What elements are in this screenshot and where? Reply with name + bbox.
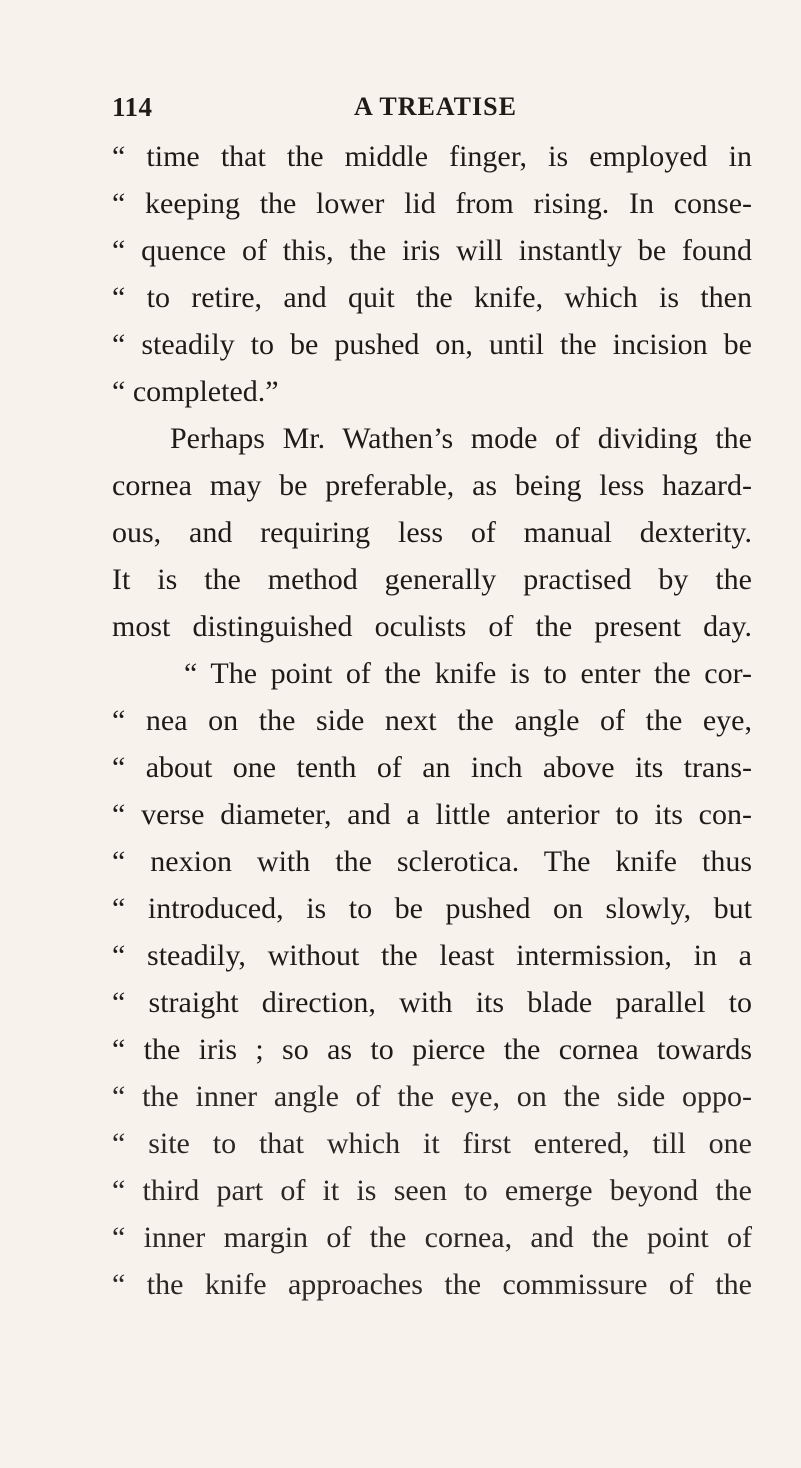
text-line: “ introduced, is to be pushed on slowly, but (112, 892, 752, 925)
text-line: most distinguished oculists of the present day. (112, 610, 752, 643)
text-line: “ nexion with the sclerotica. The knife thus (112, 845, 752, 878)
page-number: 114 (112, 92, 153, 122)
running-head: A TREATISE (354, 92, 517, 121)
text-line: “ steadily, without the least intermission, in a (112, 939, 752, 972)
text-line: “ straight direction, with its blade parallel to (112, 986, 752, 1019)
text-line: “ steadily to be pushed on, until the incision be (112, 328, 752, 361)
quote-start-line: “ The point of the knife is to enter the cor- (184, 657, 752, 690)
text-line: “ quence of this, the iris will instantly be found (112, 234, 752, 267)
text-line: “ the knife approaches the commissure of the (112, 1268, 752, 1301)
text-line: “ nea on the side next the angle of the eye, (112, 704, 752, 737)
text-line: “ time that the middle finger, is employed in (112, 140, 752, 173)
text-line: cornea may be preferable, as being less hazard- (112, 469, 752, 502)
paragraph-start-line: Perhaps Mr. Wathen’s mode of dividing the (170, 422, 752, 455)
body-text (112, 133, 752, 1308)
text-line: “ keeping the lower lid from rising. In conse- (112, 187, 752, 220)
text-line: “ the inner angle of the eye, on the side oppo- (112, 1080, 752, 1113)
text-line: “ the iris ; so as to pierce the cornea towards (112, 1033, 752, 1066)
text-line: “ verse diameter, and a little anterior to its con- (112, 798, 752, 831)
text-line: “ site to that which it first entered, till one (112, 1127, 752, 1160)
text-line: It is the method generally practised by the (112, 563, 752, 596)
text-line: “ third part of it is seen to emerge beyond the (112, 1174, 752, 1207)
page-header (112, 92, 752, 126)
text-line: “ completed.” (112, 375, 279, 408)
text-line: ous, and requiring less of manual dexterity. (112, 516, 752, 549)
text-line: “ about one tenth of an inch above its trans- (112, 751, 752, 784)
text-line: “ inner margin of the cornea, and the point of (112, 1221, 752, 1254)
text-line: “ to retire, and quit the knife, which is then (112, 281, 752, 314)
